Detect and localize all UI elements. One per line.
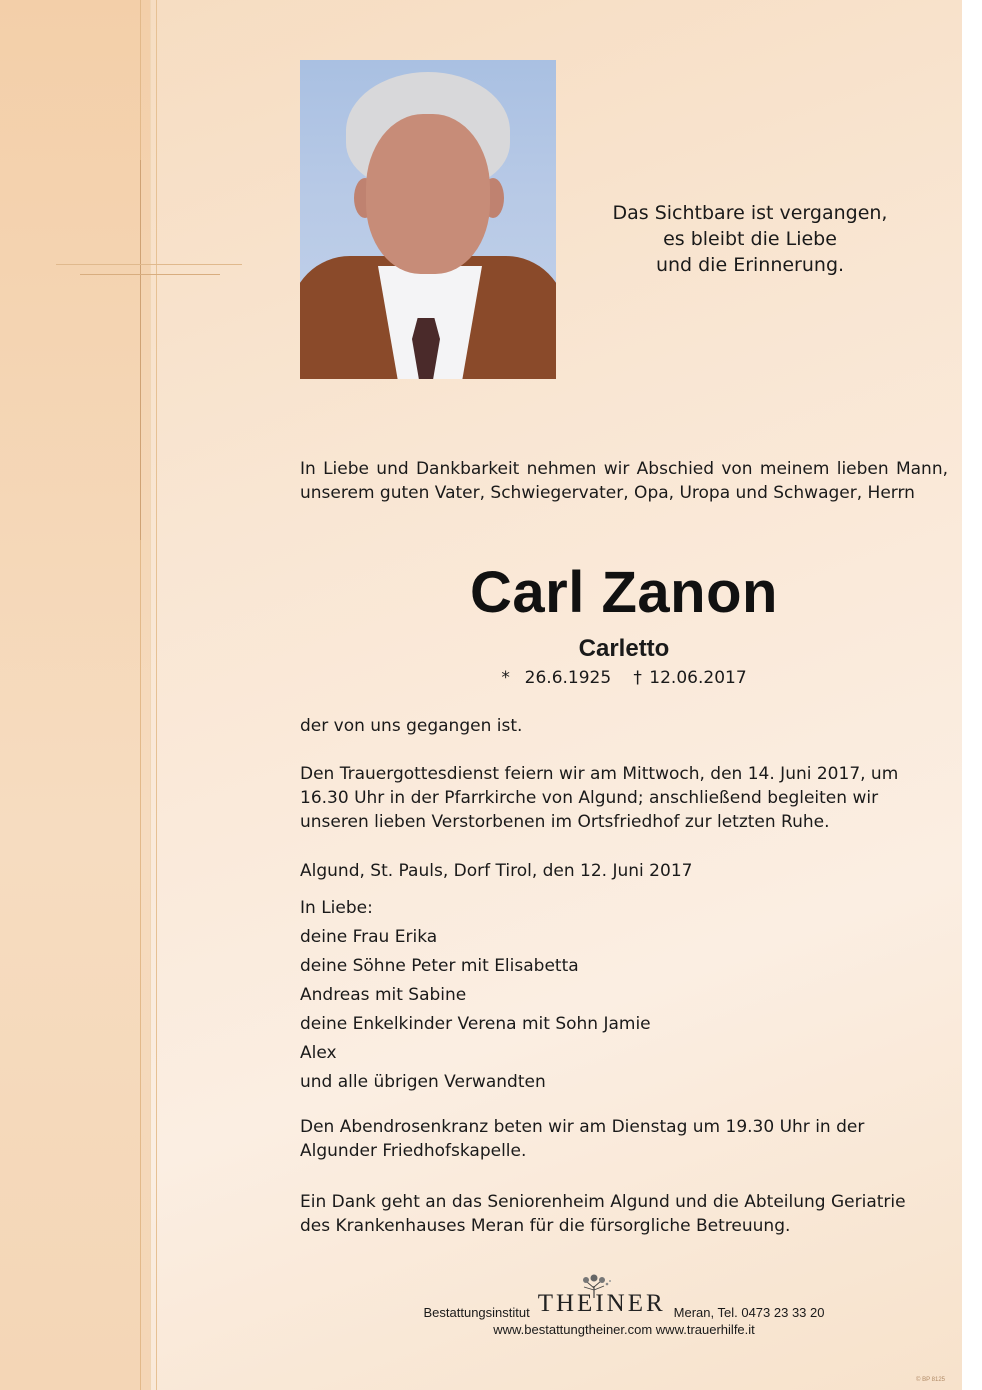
contact-info: Meran, Tel. 0473 23 33 20 (673, 1305, 825, 1320)
quote-line: es bleibt die Liebe (663, 228, 837, 250)
cross-icon-horizontal-shadow (80, 274, 220, 275)
rosary-text: Den Abendrosenkranz beten wir am Dienstag um 19.30 Uhr in der Algunder Friedhofskapelle. (300, 1117, 865, 1161)
deceased-name: Carl Zanon (470, 560, 778, 625)
mourner-entry: deine Frau Erika (300, 927, 438, 947)
quote-line: Das Sichtbare ist vergangen, (612, 202, 888, 224)
thanks-text: Ein Dank geht an das Seniorenheim Algund und die Abteilung Geriatrie des Krankenhauses Meran für die fürsorgliche Betreuung. (300, 1192, 906, 1236)
quote-line: und die Erinnerung. (655, 254, 845, 276)
mourner-entry: Andreas mit Sabine (300, 985, 467, 1005)
funeral-home-footer (300, 1288, 948, 1337)
mourners-heading: In Liebe: (300, 898, 373, 918)
website-links: www.bestattungtheiner.com www.trauerhilfe.it (493, 1322, 755, 1337)
memorial-quote (590, 200, 910, 278)
mourner-entry: deine Söhne Peter mit Elisabetta (300, 956, 579, 976)
decorative-line (150, 0, 151, 1390)
mourner-entry: Alex (300, 1043, 337, 1063)
intro-text: In Liebe und Dankbarkeit nehmen wir Abschied von meinem lieben Mann, unserem guten Vater, Schwiegervater, Opa, Uropa und Schwager, Herrn (300, 459, 948, 503)
portrait-photo (300, 60, 556, 379)
decorative-line (156, 0, 157, 1390)
cross-icon-vertical (140, 160, 141, 540)
life-dates: * 26.6.1925 † 12.06.2017 (501, 668, 747, 688)
funeral-text: Den Trauergottesdienst feiern wir am Mittwoch, den 14. Juni 2017, um 16.30 Uhr in der Pfarrkirche von Algund; anschließend begleiten wir unseren lieben Verstorbenen im Ortsfriedhof zur letzten Ruhe. (300, 764, 899, 832)
left-decorative-band (0, 0, 150, 1390)
mourner-entry: und alle übrigen Verwandten (300, 1072, 546, 1092)
brand-name: THEINER (537, 1290, 666, 1317)
document-code: © BP 8125 (916, 1377, 945, 1383)
passed-text: der von uns gegangen ist. (300, 716, 523, 736)
institute-label: Bestattungsinstitut (423, 1305, 530, 1320)
theiner-logo (538, 1288, 666, 1324)
cross-icon-horizontal (56, 264, 242, 265)
mourners-list (300, 894, 651, 1097)
tree-icon (574, 1274, 614, 1298)
deceased-nickname: Carletto (578, 635, 670, 662)
mourner-entry: deine Enkelkinder Verena mit Sohn Jamie (300, 1014, 651, 1034)
place-date: Algund, St. Pauls, Dorf Tirol, den 12. Juni 2017 (300, 861, 693, 881)
